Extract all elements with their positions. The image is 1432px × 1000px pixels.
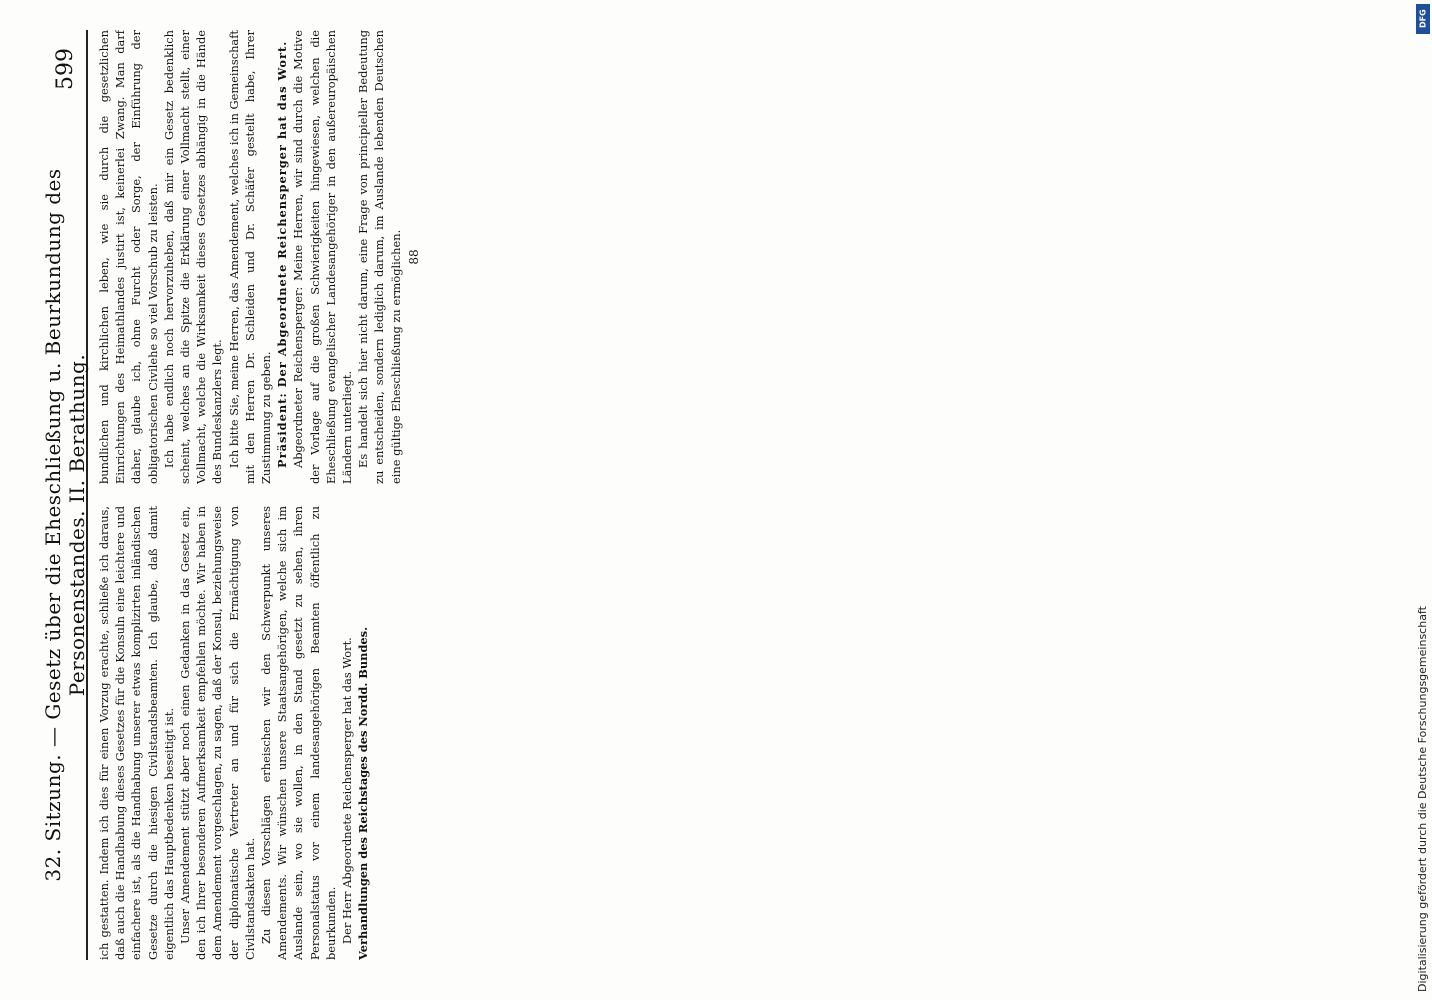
paragraph: Abgeordneter Reichensperger: Meine Herren, wir sind durch die Motive der Vorlage auf die großen Schwierigkeiten hingewiesen, welchen die Eheschließung evangelischer Landesangehöriger in den außereuropäischen Ländern unterliegt. [291, 30, 355, 484]
paragraph: Es handelt sich hier nicht darum, eine Frage von principieller Bedeutung zu entscheiden, sondern lediglich darum, im Auslande lebenden Deutschen eine gültige Eheschließung zu ermöglichen. [356, 30, 403, 484]
column-left [96, 506, 1380, 960]
column-right [96, 30, 1380, 484]
credit-strip [1414, 0, 1432, 1000]
dfg-logo: DFG [1416, 4, 1430, 34]
text-columns [96, 30, 1380, 960]
signature-mark: 88 [406, 249, 421, 265]
running-head [41, 30, 89, 960]
paragraph: Ich habe endlich noch hervorzuheben, daß mir ein Gesetz bedenklich scheint, welches an die Spitze die Erklärung einer Vollmacht stellt, einer Vollmacht, welche die Wirksamkeit dieses Gesetzes abhängig in die Hände des Bundeskanzlers legt. [161, 30, 225, 484]
paragraph: ich gestatten. Indem ich dies für einen Vorzug erachte, schließe ich daraus, daß auch die Handhabung dieses Gesetzes für die Konsuln eine leichtere und einfachere ist, als die Handhabung unserer etwas komplizirten inländischen Gesetze durch die hiesigen Civilstandsbeamten. Ich glaube, daß damit eigentlich das Hauptbedenken beseitigt ist. [97, 506, 176, 960]
running-head-title: 32. Sitzung. — Gesetz über die Eheschließung u. Beurkundung des Personenstandes. II. Berathung. [41, 168, 89, 882]
paragraph: Der Herr Abgeordnete Reichensperger hat das Wort. [340, 637, 355, 944]
paragraph: bundlichen und kirchlichen leben, wie sie durch die gesetzlichen Einrichtungen des Heimathlandes justirt ist, keinerlei Zwang. Man darf daher, glaube ich, ohne Furcht oder Sorge, der Einführung der obligatorischen Civilehe so viel Vorschub zu leisten. [97, 30, 160, 484]
paragraph: Unser Amendement stützt aber noch einen Gedanken in das Gesetz ein, den ich Ihrer besonderen Aufmerksamkeit empfehlen möchte. Wir haben in dem Amendement vorgeschlagen, zu sagen, daß der Konsul, beziehungsweise der diplomatische Vertreter an und für sich die Ermächtigung von Civilstandsakten hat. [178, 506, 257, 960]
footer-note: Verhandlungen des Reichstages des Nordd. Bundes. [356, 626, 371, 960]
speaker-line: Präsident: Der Abgeordnete Reichensperger hat das Wort. [275, 40, 290, 468]
paragraph: Ich bitte Sie, meine Herren, das Amendement, welches ich in Gemeinschaft mit den Herren Dr. Schleiden und Dr. Schäfer gestellt habe, Ihrer Zustimmung zu geben. [226, 30, 274, 484]
page-number: 599 [52, 48, 78, 90]
credit-text: Digitalisierung gefördert durch die Deutsche Forschungsgemeinschaft [1416, 606, 1429, 992]
paragraph: Zu diesen Vorschlägen erheischen wir den Schwerpunkt unseres Amendements. Wir wünschen unsere Staatsangehörigen, welche sich im Auslande sein, wo sie wollen, in den Stand gesetzt zu sehen, ihren Personalstatus vor einem landesangehörigen Beamten öffentlich zu beurkunden. [259, 506, 338, 960]
